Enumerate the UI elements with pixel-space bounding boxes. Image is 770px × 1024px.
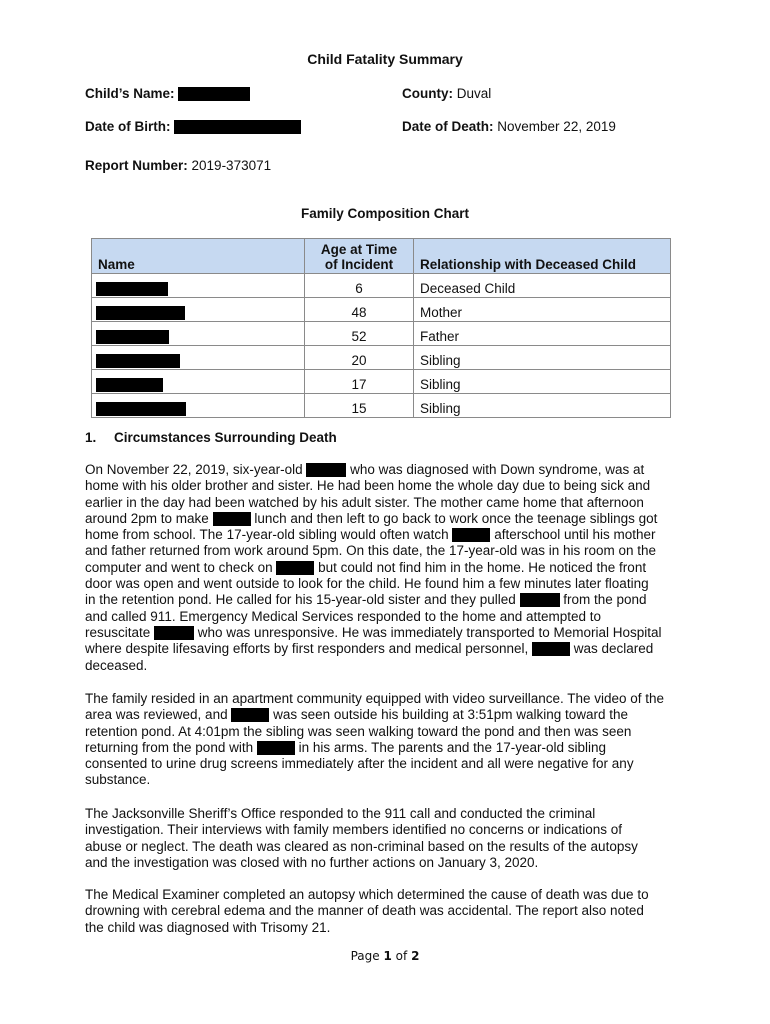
section-number: 1. <box>85 430 97 445</box>
family-composition-table <box>91 238 671 418</box>
redacted-block <box>154 626 194 640</box>
text-run: substance. <box>85 772 151 788</box>
dob-label: Date of Birth: <box>85 119 171 134</box>
text-run: resuscitate <box>85 624 155 640</box>
paragraph-line <box>85 806 685 822</box>
report-number-field <box>85 158 271 173</box>
redacted-block <box>452 528 490 542</box>
paragraph-line <box>85 543 685 559</box>
paragraph-line <box>85 478 685 494</box>
paragraph-line <box>85 756 685 772</box>
text-run: but could not find him in the home. He noticed the front <box>314 559 647 575</box>
table-row <box>92 322 671 346</box>
text-run: retention pond. At 4:01pm the sibling was seen walking toward the pond and then was seen <box>85 723 632 739</box>
redacted-block <box>96 402 186 416</box>
text-run: The Medical Examiner completed an autopsy which determined the cause of death was due to <box>85 887 649 902</box>
redacted-block <box>306 463 346 477</box>
paragraph-video <box>85 691 685 789</box>
text-run: who was unresponsive. He was immediately transported to Memorial Hospital <box>194 624 662 640</box>
paragraph-line <box>85 855 685 871</box>
paragraph-line <box>85 560 685 576</box>
footer-current-page: 1 <box>383 949 392 963</box>
name-cell <box>92 298 305 322</box>
text-run: around 2pm to make <box>85 510 213 526</box>
table-row <box>92 274 671 298</box>
text-run: lunch and then left to go back to work once the teenage siblings got <box>250 510 658 526</box>
paragraph-line <box>85 707 685 723</box>
table-row <box>92 394 671 418</box>
text-run: earlier in the day had been watched by his adult sister. The mother came home that afternoon <box>85 494 644 510</box>
page-footer <box>0 949 770 963</box>
table-row <box>92 370 671 394</box>
table-row <box>92 298 671 322</box>
paragraph-line <box>85 592 685 608</box>
redacted-block <box>96 306 185 320</box>
text-run: computer and went to check on <box>85 559 277 575</box>
text-run: area was reviewed, and <box>85 707 232 723</box>
paragraph-line <box>85 822 685 838</box>
name-cell <box>92 346 305 370</box>
childs-name-label: Child’s Name: <box>85 86 175 101</box>
text-run: and the investigation was closed with no further actions on January 3, 2020. <box>85 854 539 870</box>
document-title: Child Fatality Summary <box>307 51 463 67</box>
report-number-value: 2019-373071 <box>191 158 272 173</box>
header-age-line1: Age at Time <box>320 242 398 257</box>
relationship-cell: Father <box>414 322 671 346</box>
footer-page-word: Page <box>350 949 380 963</box>
text-run: in his arms. The parents and the 17-year-old sibling <box>294 739 607 755</box>
dod-label: Date of Death: <box>402 119 494 134</box>
redacted-block <box>96 282 168 296</box>
paragraph-line <box>85 839 685 855</box>
text-run: from the pond <box>559 592 647 608</box>
relationship-cell: Sibling <box>414 394 671 418</box>
paragraph-line <box>85 740 685 756</box>
text-run: in the retention pond. He called for his 15-year-old sister and they pulled <box>85 592 520 608</box>
text-run: The Jacksonville Sheriff’s Office responded to the 911 call and conducted the criminal <box>85 806 596 821</box>
footer-total-pages: 2 <box>411 949 420 963</box>
paragraph-line <box>85 724 685 740</box>
text-run: was seen outside his building at 3:51pm walking toward the <box>269 707 629 723</box>
redacted-block <box>96 330 169 344</box>
redacted-block <box>276 561 314 575</box>
text-run: door was open and went outside to look for the child. He found him a few minutes later floating <box>85 576 649 592</box>
text-run: consented to urine drug screens immediately after the incident and all were negative for any <box>85 756 634 772</box>
age-cell: 6 <box>305 274 414 298</box>
text-run: the child was diagnosed with Trisomy 21. <box>85 919 331 935</box>
paragraph-line <box>85 887 685 903</box>
paragraph-line <box>85 920 685 936</box>
section-title: Circumstances Surrounding Death <box>114 430 337 445</box>
county-field <box>402 86 491 101</box>
redacted-block <box>231 708 269 722</box>
text-run: The family resided in an apartment community equipped with video surveillance. The video of the <box>85 691 665 706</box>
header-name: Name <box>92 239 305 274</box>
text-run: was declared <box>570 641 654 657</box>
paragraph-line <box>85 772 685 788</box>
relationship-cell: Mother <box>414 298 671 322</box>
age-cell: 20 <box>305 346 414 370</box>
text-run: home with his older brother and sister. He had been home the whole day due to being sick and <box>85 478 651 494</box>
text-run: where despite lifesaving efforts by first responders and medical personnel, <box>85 641 532 657</box>
redacted-block <box>178 87 250 101</box>
age-cell: 52 <box>305 322 414 346</box>
text-run: who was diagnosed with Down syndrome, was at <box>346 462 645 477</box>
age-cell: 17 <box>305 370 414 394</box>
text-run: drowning with cerebral edema and the manner of death was accidental. The report also noted <box>85 903 644 919</box>
paragraph-line <box>85 658 685 674</box>
text-run: deceased. <box>85 657 148 673</box>
paragraph-line <box>85 576 685 592</box>
text-run: afterschool until his mother <box>490 527 656 543</box>
paragraph-line <box>85 511 685 527</box>
age-cell: 48 <box>305 298 414 322</box>
redacted-block <box>96 378 163 392</box>
paragraph-medical-examiner <box>85 887 685 936</box>
redacted-block <box>96 354 180 368</box>
footer-of-word: of <box>395 949 408 963</box>
family-chart-title: Family Composition Chart <box>300 206 469 221</box>
text-run: home from school. The 17-year-old sibling would often watch <box>85 527 453 543</box>
relationship-cell: Sibling <box>414 346 671 370</box>
age-cell: 15 <box>305 394 414 418</box>
paragraph-line <box>85 495 685 511</box>
name-cell <box>92 274 305 298</box>
text-run: and called 911. Emergency Medical Services responded to the home and attempted to <box>85 608 602 624</box>
paragraph-line <box>85 641 685 657</box>
county-label: County: <box>402 86 453 101</box>
name-cell <box>92 322 305 346</box>
redacted-block <box>532 642 570 656</box>
header-age <box>305 239 414 274</box>
paragraph-line <box>85 527 685 543</box>
relationship-cell: Sibling <box>414 370 671 394</box>
text-run: investigation. Their interviews with family members identified no concerns or indications of <box>85 822 622 838</box>
name-cell <box>92 394 305 418</box>
paragraph-line <box>85 625 685 641</box>
name-cell <box>92 370 305 394</box>
report-number-label: Report Number: <box>85 158 188 173</box>
header-age-line2: of Incident <box>324 257 394 272</box>
redacted-block <box>257 741 295 755</box>
paragraph-line <box>85 609 685 625</box>
childs-name-field <box>85 86 250 101</box>
paragraph-line <box>85 462 685 478</box>
paragraph-circumstances <box>85 462 685 674</box>
paragraph-sheriff <box>85 806 685 871</box>
paragraph-line <box>85 691 685 707</box>
dod-field <box>402 119 616 134</box>
redacted-block <box>520 593 560 607</box>
text-run: and father returned from work around 5pm. On this date, the 17-year-old was in his room on the <box>85 543 657 559</box>
county-value: Duval <box>456 86 492 101</box>
header-relationship: Relationship with Deceased Child <box>414 239 671 274</box>
redacted-block <box>174 120 301 134</box>
text-run: returning from the pond with <box>85 739 257 755</box>
table-header-row <box>92 239 671 274</box>
text-run: abuse or neglect. The death was cleared as non-criminal based on the results of the autopsy <box>85 838 638 854</box>
dob-field <box>85 119 301 134</box>
dod-value: November 22, 2019 <box>497 119 616 134</box>
redacted-block <box>213 512 251 526</box>
table-row <box>92 346 671 370</box>
relationship-cell: Deceased Child <box>414 274 671 298</box>
section-heading <box>85 430 337 445</box>
paragraph-line <box>85 903 685 919</box>
text-run: On November 22, 2019, six-year-old <box>85 462 307 477</box>
